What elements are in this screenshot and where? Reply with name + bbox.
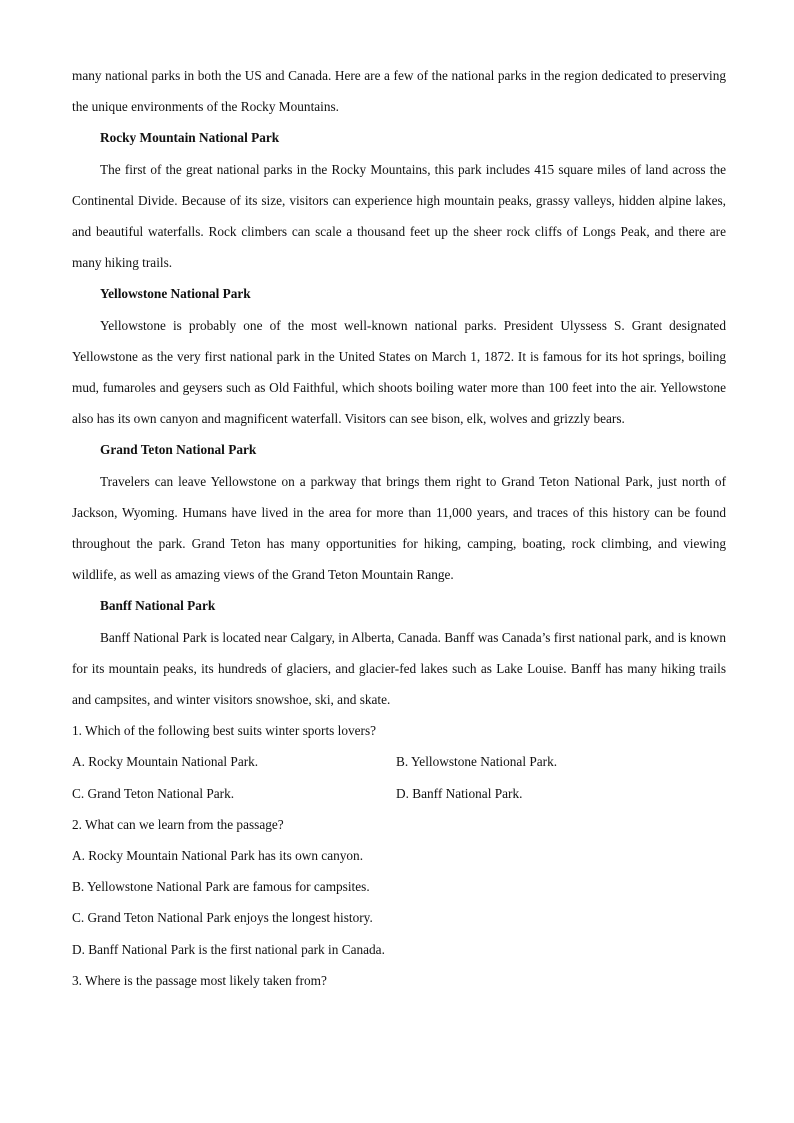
question-1-option-a: A. Rocky Mountain National Park.: [72, 754, 259, 770]
section-heading-banff: Banff National Park: [100, 598, 216, 614]
question-2: 2. What can we learn from the passage?: [72, 816, 284, 832]
question-2-option-b: B. Yellowstone National Park are famous for campsites.: [72, 879, 370, 895]
section-body-grand-teton: Travelers can leave Yellowstone on a parkway that brings them right to Grand Teton National Park, just north of Jackson, Wyoming. Humans have lived in the area for more than 11,000 years, and traces of this history can be found throughout the park. Grand Teton has many opportunities for hiking, camping, boating, rock climbing, and viewing wildlife, as well as amazing views of the Grand Teton Mountain Range.: [72, 473, 726, 583]
question-1-options-row-2: [72, 778, 726, 809]
question-1-option-c: C. Grand Teton National Park.: [72, 785, 235, 801]
section-heading-rocky-mountain: Rocky Mountain National Park: [100, 130, 280, 146]
section-heading-grand-teton: Grand Teton National Park: [100, 442, 257, 458]
question-1-option-b: B. Yellowstone National Park.: [396, 754, 558, 770]
document-content: [72, 60, 726, 996]
question-2-option-c: C. Grand Teton National Park enjoys the longest history.: [72, 910, 373, 926]
question-1-options-row-1: [72, 746, 726, 777]
section-body-rocky-mountain: The first of the great national parks in the Rocky Mountains, this park includes 415 square miles of land across the Continental Divide. Because of its size, visitors can experience high mountain peaks, grassy valleys, hidden alpine lakes, and beautiful waterfalls. Rock climbers can scale a thousand feet up the sheer rock cliffs of Longs Peak, and there are many hiking trails.: [72, 161, 726, 271]
question-1-option-d: D. Banff National Park.: [396, 785, 523, 801]
question-2-option-d: D. Banff National Park is the first national park in Canada.: [72, 941, 385, 957]
question-2-option-a: A. Rocky Mountain National Park has its own canyon.: [72, 848, 364, 864]
intro-paragraph: many national parks in both the US and Canada. Here are a few of the national parks in the region dedicated to preserving the unique environments of the Rocky Mountains.: [72, 68, 726, 115]
question-3: 3. Where is the passage most likely taken from?: [72, 972, 327, 988]
section-heading-yellowstone: Yellowstone National Park: [100, 286, 251, 302]
section-body-banff: Banff National Park is located near Calgary, in Alberta, Canada. Banff was Canada’s first national park, and is known for its mountain peaks, its hundreds of glaciers, and glacier-fed lakes such as Lake Louise. Banff has many hiking trails and campsites, and winter visitors snowshoe, ski, and skate.: [72, 629, 726, 708]
section-body-yellowstone: Yellowstone is probably one of the most well-known national parks. President Ulyssess S. Grant designated Yellowstone as the very first national park in the United States on March 1, 1872. It is famous for its hot springs, boiling mud, fumaroles and geysers such as Old Faithful, which shoots boiling water more than 100 feet into the air. Yellowstone also has its own canyon and magnificent waterfall. Visitors can see bison, elk, wolves and grizzly bears.: [72, 317, 726, 427]
question-1: 1. Which of the following best suits winter sports lovers?: [72, 723, 377, 739]
